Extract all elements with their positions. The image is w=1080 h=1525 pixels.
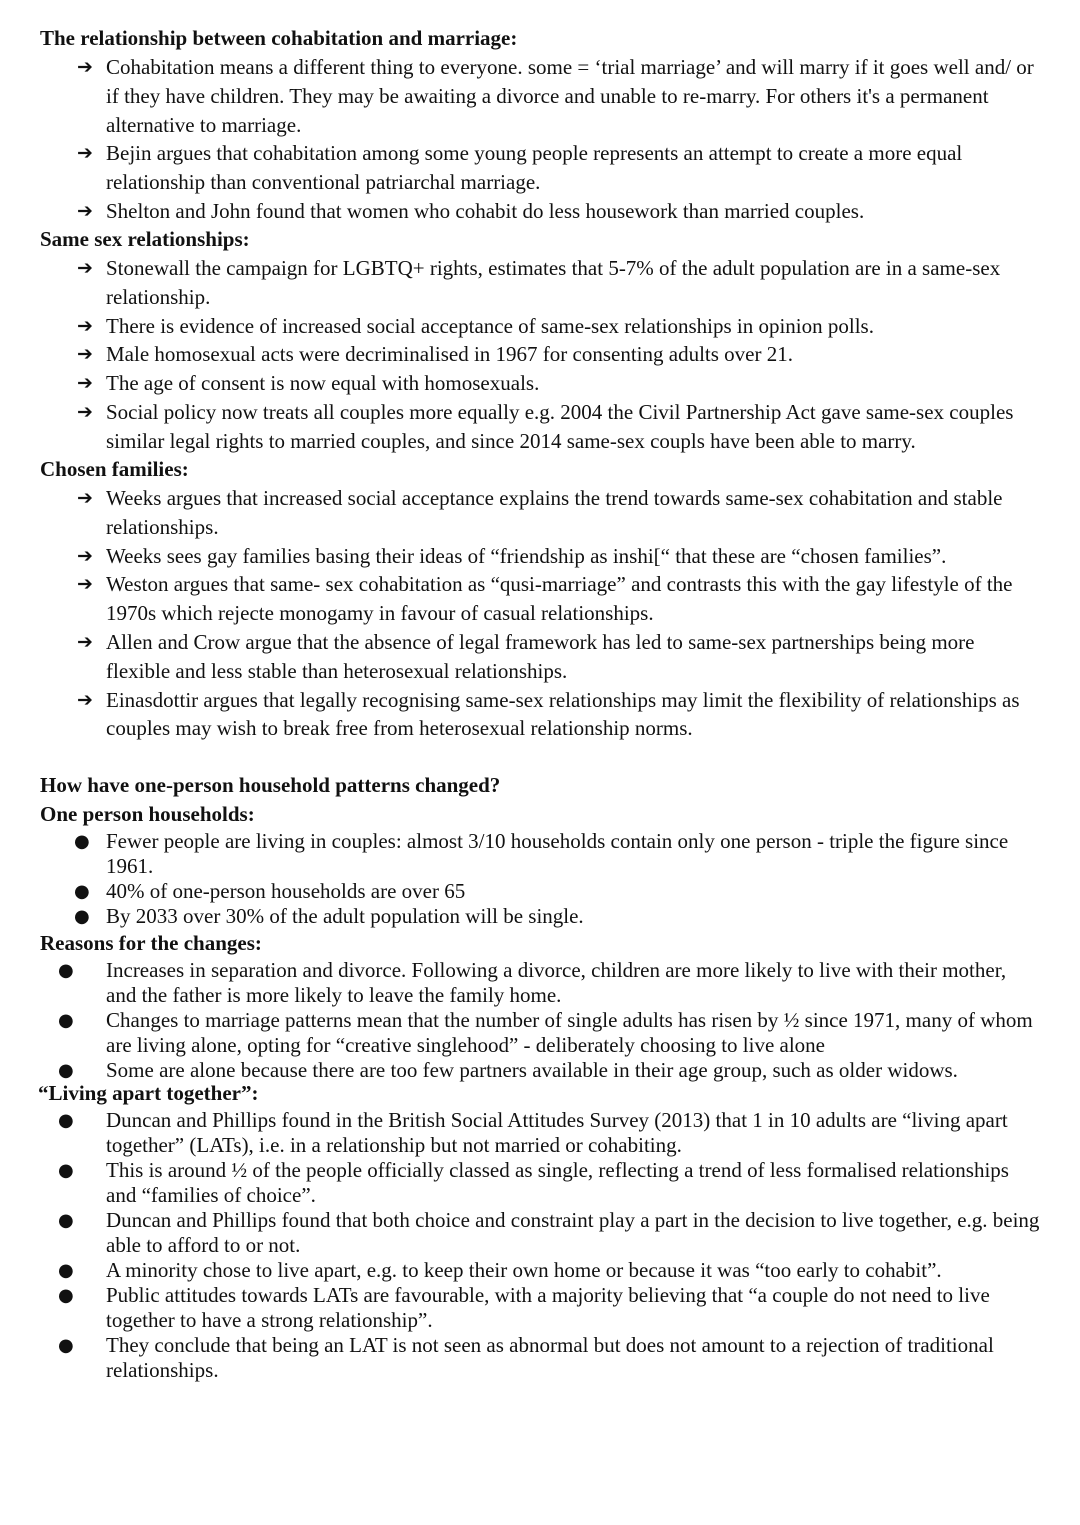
bullet-list xyxy=(0,958,1080,1083)
bullet-icon: ● xyxy=(58,1210,74,1231)
section-one-person-households xyxy=(0,771,1080,929)
list-item: ➔ The age of consent is now equal with homosexuals. xyxy=(0,369,1080,398)
list-item: ➔ Shelton and John found that women who cohabit do less housework than married couples. xyxy=(0,197,1080,226)
arrow-icon: ➔ xyxy=(77,56,93,78)
bullet-icon: ● xyxy=(58,1110,74,1131)
list-item: ● By 2033 over 30% of the adult population will be single. xyxy=(74,904,584,928)
section-heading: “Living apart together”: xyxy=(38,1081,259,1105)
bullet-icon: ● xyxy=(58,1160,74,1181)
section-cohabitation-marriage xyxy=(0,24,1080,226)
section-heading: The relationship between cohabitation and marriage: xyxy=(40,26,518,50)
section-chosen-families xyxy=(0,455,1080,743)
arrow-icon: ➔ xyxy=(77,487,93,509)
arrow-icon: ➔ xyxy=(77,343,93,366)
arrow-icon: ➔ xyxy=(77,544,93,567)
list-item: ● Duncan and Phillips found in the British Social Attitudes Survey (2013) that 1 in 10 adults are “living apart together” (LATs), i.e. in a relationship but not married or cohabiting. xyxy=(58,1108,1008,1157)
list-item: ➔ Weeks argues that increased social acceptance explains the trend towards same-sex cohabitation and stable relationships. xyxy=(77,486,1003,539)
list-item: ➔ Bejin argues that cohabitation among some young people represents an attempt to create a more equal relationship than conventional patriarchal marriage. xyxy=(77,141,963,195)
section-living-apart-together xyxy=(0,1079,1080,1383)
list-item: ➔ Stonewall the campaign for LGBTQ+ rights, estimates that 5-7% of the adult population are in a same-sex relationship. xyxy=(77,256,1001,309)
list-item: ● Public attitudes towards LATs are favourable, with a majority believing that “a couple do not need to live together to have a strong relationship”. xyxy=(58,1283,990,1332)
arrow-list xyxy=(0,53,1080,226)
arrow-icon: ➔ xyxy=(77,688,93,711)
arrow-icon: ➔ xyxy=(77,142,93,165)
arrow-icon: ➔ xyxy=(77,257,93,279)
bullet-icon: ● xyxy=(58,1335,74,1356)
section-heading: Reasons for the changes: xyxy=(40,931,262,955)
list-item: ● Changes to marriage patterns mean that the number of single adults has risen by ½ since 1971, many of whom are living alone, opting for “creative singlehood” - deliberately choosing to live alone xyxy=(58,1008,1033,1057)
section-reasons-for-changes xyxy=(0,929,1080,1083)
arrow-list xyxy=(0,484,1080,743)
list-item: ● They conclude that being an LAT is not seen as abnormal but does not amount to a rejection of traditional relationships. xyxy=(58,1333,994,1382)
list-item: ➔ Social policy now treats all couples more equally e.g. 2004 the Civil Partnership Act gave same-sex couples similar legal rights to married couples, and since 2014 same-sex coupls have been able to marry. xyxy=(77,399,1014,453)
arrow-icon: ➔ xyxy=(77,314,93,337)
list-item: ● This is around ½ of the people officially classed as single, reflecting a trend of less formalised relationships and “families of choice”. xyxy=(58,1158,1009,1207)
bullet-icon: ● xyxy=(74,906,90,927)
arrow-icon: ➔ xyxy=(77,630,93,653)
list-item: ● Duncan and Phillips found that both choice and constraint play a part in the decision to live together, e.g. being able to afford to or not. xyxy=(58,1208,1040,1257)
arrow-icon: ➔ xyxy=(77,372,93,395)
list-item: ➔ Allen and Crow argue that the absence of legal framework has led to same-sex partnerships being more flexible and less stable than heterosexual relationships. xyxy=(77,629,975,683)
list-item: ● Increases in separation and divorce. Following a divorce, children are more likely to live with their mother, and the father is more likely to leave the family home. xyxy=(58,958,1007,1007)
bullet-icon: ● xyxy=(74,831,90,852)
arrow-icon: ➔ xyxy=(77,573,93,596)
list-item: ● A minority chose to live apart, e.g. to keep their own home or because it was “too early to cohabit”. xyxy=(58,1258,942,1282)
section-heading: Same sex relationships: xyxy=(40,227,250,251)
bullet-icon: ● xyxy=(58,1010,74,1031)
list-item: ➔ Weston argues that same- sex cohabitation as “qusi-marriage” and contrasts this with the gay lifestyle of the 1970s which rejecte monogamy in favour of casual relationships. xyxy=(77,572,1013,626)
bullet-icon: ● xyxy=(58,1285,74,1306)
bullet-list xyxy=(0,829,1080,929)
list-item: ➔ Einasdottir argues that legally recognising same-sex relationships may limit the flexibility of relationships as couples may wish to break free from heterosexual relationship norms. xyxy=(77,687,1020,741)
bullet-icon: ● xyxy=(58,1260,74,1281)
bullet-icon: ● xyxy=(74,881,90,902)
section-same-sex-relationships xyxy=(0,225,1080,456)
list-item: ➔ There is evidence of increased social acceptance of same-sex relationships in opinion polls. xyxy=(0,312,1080,341)
bullet-list xyxy=(0,1108,1080,1383)
arrow-icon: ➔ xyxy=(77,400,93,423)
section-heading: How have one-person household patterns changed? xyxy=(40,773,501,797)
bullet-icon: ● xyxy=(58,960,74,981)
list-item: ➔ Male homosexual acts were decriminalised in 1967 for consenting adults over 21. xyxy=(0,340,1080,369)
list-item: ● Some are alone because there are too few partners available in their age group, such as older widows. xyxy=(58,1058,958,1082)
list-item: ● 40% of one-person households are over 65 xyxy=(74,879,466,903)
list-item: ➔ Weeks sees gay families basing their ideas of “friendship as inshi[“ that these are “chosen families”. xyxy=(0,542,1080,571)
bullet-icon: ● xyxy=(58,1060,74,1081)
section-subheading: One person households: xyxy=(40,802,255,826)
arrow-icon: ➔ xyxy=(77,199,93,222)
list-item: ● Fewer people are living in couples: almost 3/10 households contain only one person - triple the figure since 1961. xyxy=(74,829,1009,878)
arrow-list xyxy=(0,254,1080,456)
section-heading: Chosen families: xyxy=(40,457,189,481)
list-item: ➔ Cohabitation means a different thing to everyone. some = ‘trial marriage’ and will marry if it goes well and/ or if they have children. They may be awaiting a divorce and unable to re-marry. For others it's a permanent alternative to marriage. xyxy=(77,55,1034,137)
